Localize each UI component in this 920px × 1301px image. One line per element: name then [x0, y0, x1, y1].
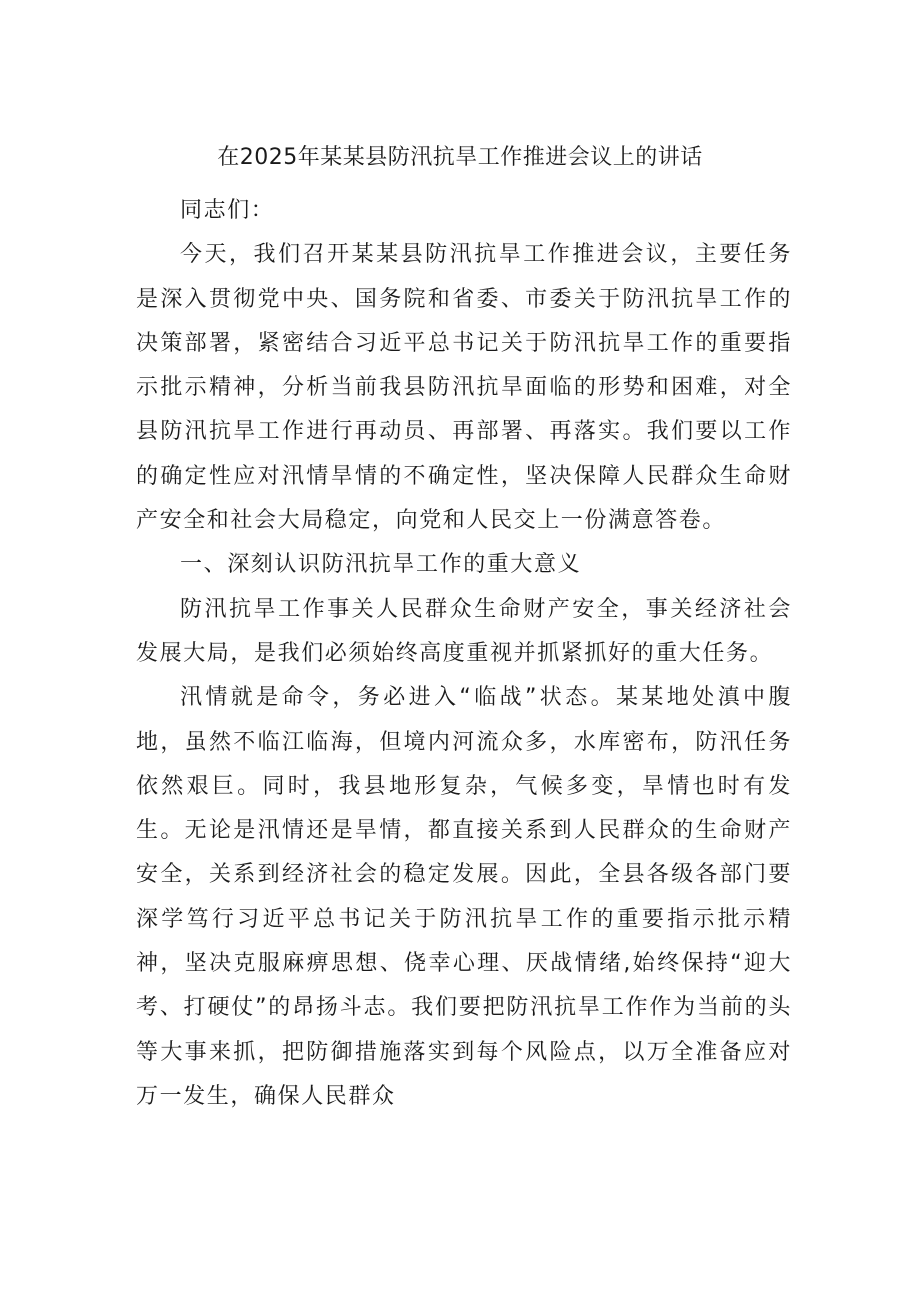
- paragraph-intro: 今天，我们召开某某县防汛抗旱工作推进会议，主要任务是深入贯彻党中央、国务院和省委、市委关于防汛抗旱工作的决策部署，紧密结合习近平总书记关于防汛抗旱工作的重要指示批示精神，分析当前我县防汛抗旱面临的形势和困难，对全县防汛抗旱工作进行再动员、再部署、再落实。我们要以工作的确定性应对汛情旱情的不确定性，坚决保障人民群众生命财产安全和社会大局稳定，向党和人民交上一份满意答卷。: [136, 242, 792, 534]
- document-title: 在2025年某某县防汛抗旱工作推进会议上的讲话: [217, 145, 703, 170]
- paragraph-flood-command: 汛情就是命令，务必进入“临战”状态。某某地处滇中腹地，虽然不临江临海，但境内河流众多，水库密布，防汛任务依然艰巨。同时，我县地形复杂，气候多变，旱情也时有发生。无论是汛情还是旱情，都直接关系到人民群众的生命财产安全，关系到经济社会的稳定发展。因此，全县各级各部门要深学笃行习近平总书记关于防汛抗旱工作的重要指示批示精神，坚决克服麻痹思想、侥幸心理、厌战情绪,始终保持“迎大考、打硬仗”的昂扬斗志。我们要把防汛抗旱工作作为当前的头等大事来抓，把防御措施落实到每个风险点，以万全准备应对万一发生，确保人民群众: [136, 685, 792, 1109]
- document-body: [136, 189, 792, 1119]
- section-heading-1: 一、深刻认识防汛抗旱工作的重大意义: [180, 552, 582, 578]
- paragraph-significance: 防汛抗旱工作事关人民群众生命财产安全，事关经济社会发展大局，是我们必须始终高度重视并抓紧抓好的重大任务。: [136, 596, 792, 666]
- salutation: 同志们：: [180, 198, 275, 223]
